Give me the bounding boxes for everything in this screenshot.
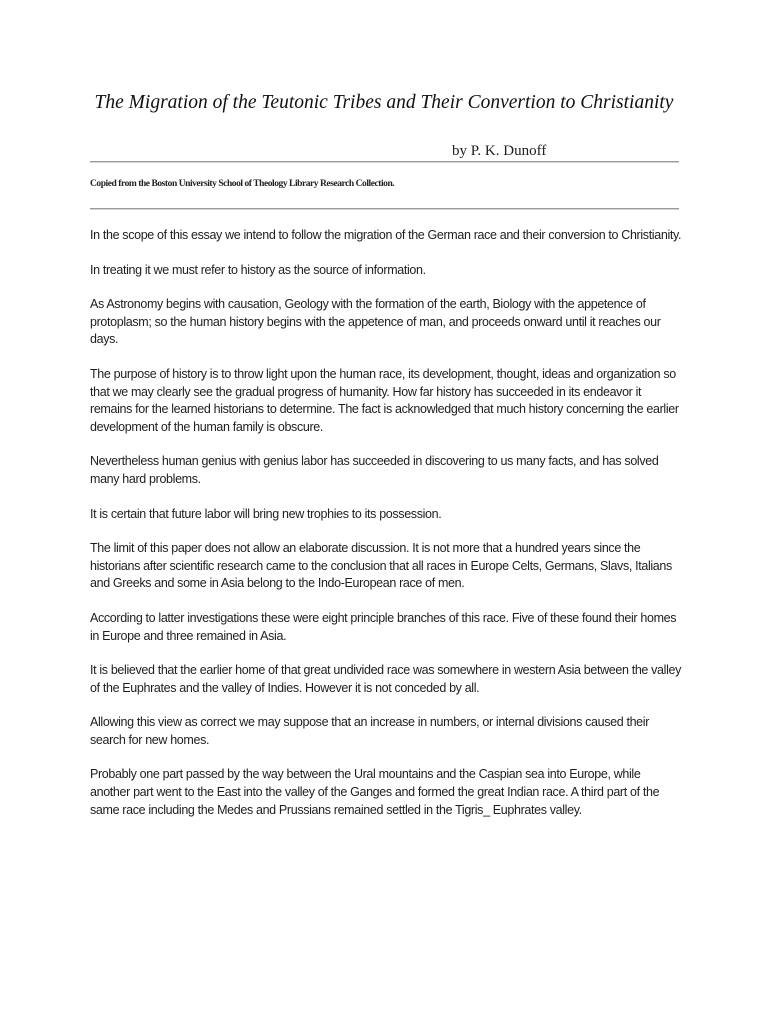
- body-paragraph: It is believed that the earlier home of that great undivided race was somewhere in western Asia between the valley of the Euphrates and the valley of Indies. However it is not conceded by all.: [90, 663, 682, 695]
- body-paragraph: Probably one part passed by the way between the Ural mountains and the Caspian sea into Europe, while another part went to the East into the valley of the Ganges and formed the great Indian race. A third part of the same race including the Medes and Prussians remained settled in the Tigris_ Euphrates valley.: [90, 767, 660, 817]
- header-divider-bottom: [90, 208, 679, 210]
- document-title: The Migration of the Teutonic Tribes and Their Convertion to Christianity: [94, 92, 674, 113]
- body-paragraph: As Astronomy begins with causation, Geology with the formation of the earth, Biology with the appetence of protoplasm; so the human history begins with the appetence of man, and proceeds onward until it reaches our days.: [90, 297, 661, 347]
- body-paragraph: According to latter investigations these were eight principle branches of this race. Five of these found their homes in Europe and three remained in Asia.: [90, 610, 677, 643]
- body-paragraph: Allowing this view as correct we may suppose that an increase in numbers, or internal divisions caused their search for new homes.: [90, 715, 650, 747]
- body-paragraph: The purpose of history is to throw light upon the human race, its development, thought, ideas and organization so that we may clearly see the gradual progress of humanity. How far history has succeeded in its endeavor it remains for the learned historians to determine. The fact is acknowledged that much history concerning the earlier development of the human family is obscure.: [90, 366, 679, 434]
- header-divider-top: [90, 161, 679, 163]
- body-paragraph: The limit of this paper does not allow an elaborate discussion. It is not more that a hundred years since the historians after scientific research came to the conclusion that all races in Europe Celts, Germans, Slavs, Italians and Greeks and some in Asia belong to the Indo-European race of men.: [90, 541, 672, 591]
- document-body: [90, 227, 682, 836]
- author-byline: by P. K. Dunoff: [452, 143, 547, 159]
- body-paragraph: In treating it we must refer to history as the source of information.: [90, 262, 426, 277]
- source-note: Copied from the Boston University School of Theology Library Research Collection.: [90, 179, 395, 189]
- body-paragraph: Nevertheless human genius with genius labor has succeeded in discovering to us many facts, and has solved many hard problems.: [90, 454, 659, 486]
- body-paragraph: It is certain that future labor will bring new trophies to its possession.: [90, 506, 442, 521]
- body-paragraph: In the scope of this essay we intend to follow the migration of the German race and their conversion to Christianity.: [90, 228, 682, 242]
